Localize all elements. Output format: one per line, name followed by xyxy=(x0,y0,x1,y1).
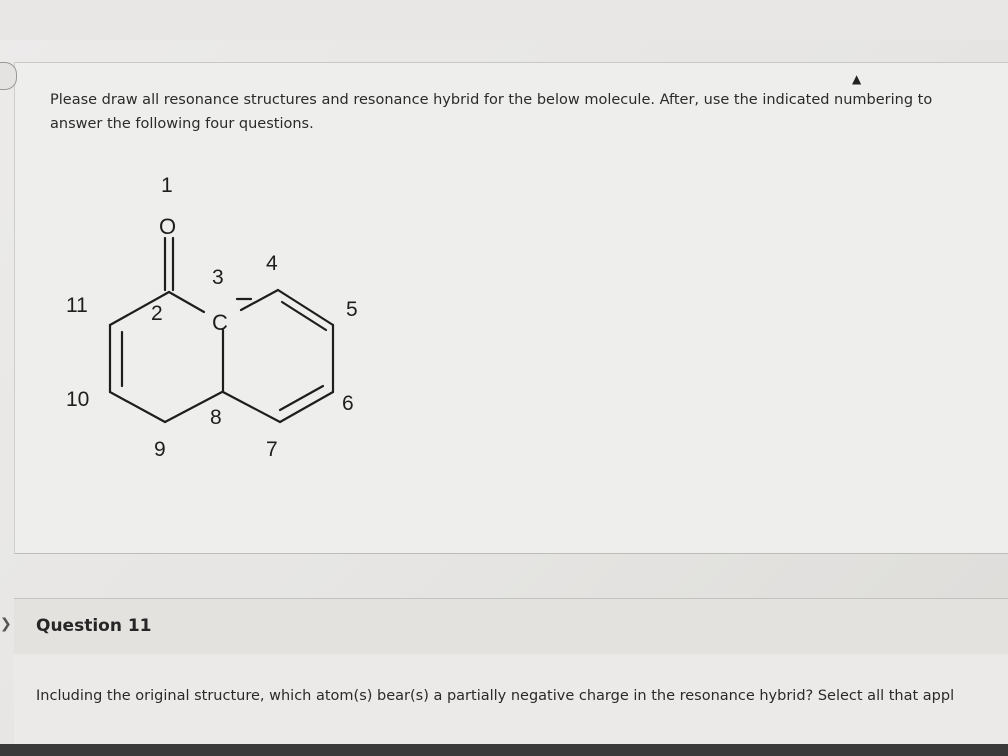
chevron-right-icon[interactable]: ❯ xyxy=(0,616,12,632)
atom-number-9: 9 xyxy=(154,438,166,461)
bond-c7-c8 xyxy=(223,392,280,422)
atom-oxygen: O xyxy=(159,214,177,239)
atom-number-6: 6 xyxy=(342,392,354,415)
question-title: Question 11 xyxy=(36,616,152,636)
atom-number-10: 10 xyxy=(66,388,90,411)
atom-number-1: 1 xyxy=(161,174,173,197)
atom-number-7: 7 xyxy=(266,438,278,461)
bond-c2-c3 xyxy=(169,292,204,312)
bond-c4-c5 xyxy=(278,290,333,325)
question-header xyxy=(14,598,1008,656)
atom-number-5: 5 xyxy=(346,298,358,321)
atom-carbanion: C xyxy=(212,310,228,335)
top-edge xyxy=(0,0,1008,40)
atom-number-3: 3 xyxy=(212,266,224,289)
molecule-diagram xyxy=(40,160,400,480)
screen-bezel xyxy=(0,744,1008,756)
bond-c10-c9 xyxy=(110,392,165,422)
atom-number-8: 8 xyxy=(210,406,222,429)
question-text: Including the original structure, which atom(s) bear(s) a partially negative charge in the resonance hybrid? Select all that appl xyxy=(36,688,955,704)
atom-number-2: 2 xyxy=(151,302,163,325)
bond-c6-c7 xyxy=(280,392,333,422)
question-intro-text: Please draw all resonance structures and resonance hybrid for the below molecule. After, use the indicated numbering to answer the following four questions. xyxy=(50,92,933,132)
atom-number-11: 11 xyxy=(66,294,88,317)
atom-number-4: 4 xyxy=(266,252,278,275)
bond-c6-c7-inner xyxy=(280,386,323,410)
mouse-cursor-icon: ▲ xyxy=(852,72,862,86)
